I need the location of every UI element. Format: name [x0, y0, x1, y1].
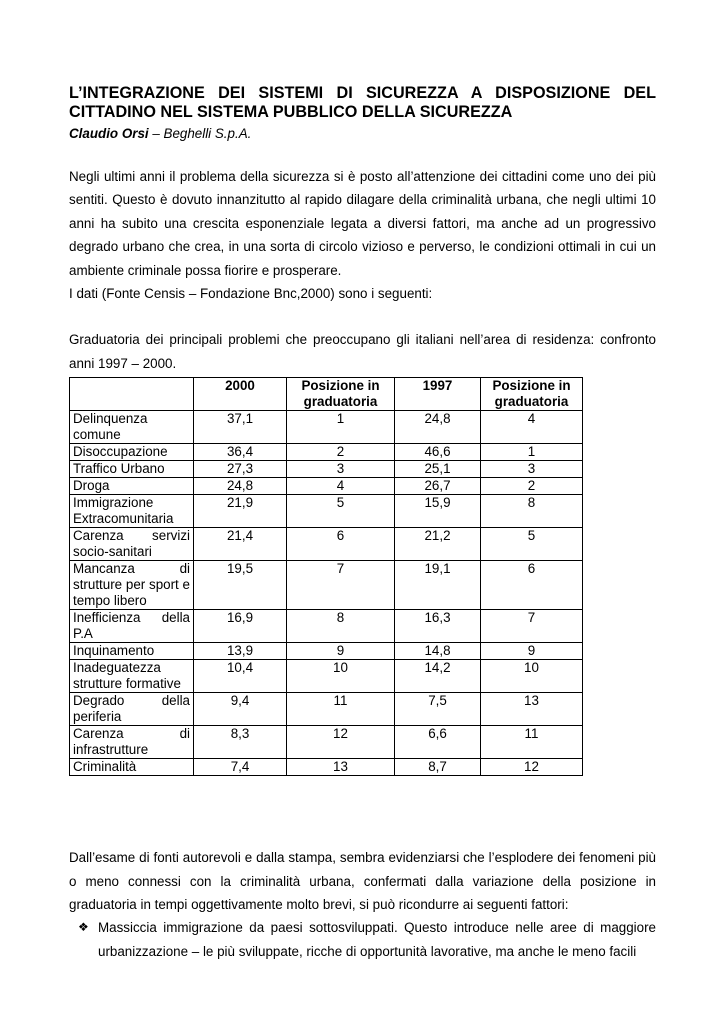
row-label: Delinquenza comune [70, 411, 194, 444]
table-row [70, 528, 583, 561]
row-label: Mancanza di strutture per sport e tempo libero [70, 561, 194, 610]
table-row [70, 693, 583, 726]
table-cell: 8 [481, 495, 583, 528]
table-cell: 16,9 [194, 610, 287, 643]
conclusion-paragraph: Dall’esame di fonti autorevoli e dalla stampa, sembra evidenziarsi che l’esplodere dei fenomeni più o meno connessi con la criminalità urbana, confermati dalla variazione della posizione in graduatoria in tempi oggettivamente molto brevi, si può ricondurre ai seguenti fattori: [69, 850, 656, 913]
table-cell: 14,8 [395, 643, 481, 660]
table-cell: 10 [481, 660, 583, 693]
table-cell: 1 [287, 411, 395, 444]
table-cell: 25,1 [395, 461, 481, 478]
table-cell: 7,5 [395, 693, 481, 726]
header-cell: Posizione in graduatoria [287, 378, 395, 411]
data-source-line: I dati (Fonte Censis – Fondazione Bnc,2000) sono i seguenti: [69, 286, 433, 302]
table-cell: 37,1 [194, 411, 287, 444]
table-cell: 13 [481, 693, 583, 726]
table-row [70, 610, 583, 643]
table-cell: 26,7 [395, 478, 481, 495]
bullet-item [69, 916, 656, 963]
table-cell: 6,6 [395, 726, 481, 759]
table-cell: 46,6 [395, 444, 481, 461]
table-cell: 19,5 [194, 561, 287, 610]
table-cell: 12 [287, 726, 395, 759]
author-line [69, 124, 656, 144]
table-cell: 11 [481, 726, 583, 759]
table-row [70, 461, 583, 478]
table-cell: 7,4 [194, 759, 287, 776]
row-label: Inadeguatezza strutture formative [70, 660, 194, 693]
table-cell: 4 [287, 478, 395, 495]
table-row [70, 660, 583, 693]
row-label: Droga [70, 478, 194, 495]
header-cell: 2000 [194, 378, 287, 411]
table-cell: 21,4 [194, 528, 287, 561]
diamond-bullet-icon: ❖ [78, 920, 89, 935]
table-cell: 4 [481, 411, 583, 444]
table-cell: 27,3 [194, 461, 287, 478]
row-label: Carenza di infrastrutture [70, 726, 194, 759]
row-label: Inquinamento [70, 643, 194, 660]
table-cell: 9,4 [194, 693, 287, 726]
table-cell: 8,3 [194, 726, 287, 759]
table-cell: 10 [287, 660, 395, 693]
table-cell: 10,4 [194, 660, 287, 693]
table-header-row [70, 378, 583, 411]
author-name: Claudio Orsi [69, 126, 149, 141]
row-label: Traffico Urbano [70, 461, 194, 478]
table-cell: 36,4 [194, 444, 287, 461]
table-cell: 19,1 [395, 561, 481, 610]
table-cell: 2 [287, 444, 395, 461]
table-row [70, 495, 583, 528]
table-cell: 14,2 [395, 660, 481, 693]
table-cell: 3 [287, 461, 395, 478]
table-cell: 3 [481, 461, 583, 478]
row-label: Disoccupazione [70, 444, 194, 461]
table-cell: 12 [481, 759, 583, 776]
table-cell: 9 [481, 643, 583, 660]
table-row [70, 561, 583, 610]
table-cell: 24,8 [194, 478, 287, 495]
table-cell: 9 [287, 643, 395, 660]
title-line-2: CITTADINO NEL SISTEMA PUBBLICO DELLA SICUREZZA [69, 103, 513, 121]
table-cell: 24,8 [395, 411, 481, 444]
table-cell: 21,2 [395, 528, 481, 561]
table-row [70, 759, 583, 776]
table-cell: 6 [287, 528, 395, 561]
table-cell: 1 [481, 444, 583, 461]
table-cell: 8 [287, 610, 395, 643]
title-line-1: L’INTEGRAZIONE DEI SISTEMI DI SICUREZZA A DISPOSIZIONE DEL [69, 84, 656, 102]
table-cell: 15,9 [395, 495, 481, 528]
table-row [70, 726, 583, 759]
table-row [70, 411, 583, 444]
table-cell: 7 [481, 610, 583, 643]
table-cell: 16,3 [395, 610, 481, 643]
table-caption: Graduatoria dei principali problemi che preoccupano gli italiani nell’area di residenza: confronto anni 1997 – 2000. [69, 332, 656, 371]
row-label: Degrado della periferia [70, 693, 194, 726]
intro-paragraph: Negli ultimi anni il problema della sicurezza si è posto all’attenzione dei cittadini come uno dei più sentiti. Questo è dovuto innanzitutto al rapido dilagare della criminalità urbana, che negli ultimi 10 anni ha subito una crescita esponenziale legata a diversi fattori, ma anche ad un progressivo degrado urbano che crea, in una sorta di circolo vizioso e perverso, le condizioni ottimali in cui un ambiente criminale possa fiorire e prosperare. [69, 169, 656, 278]
header-cell: Posizione in graduatoria [481, 378, 583, 411]
table-cell: 11 [287, 693, 395, 726]
table-row [70, 444, 583, 461]
ranking-table [69, 377, 583, 776]
author-company: – Beghelli S.p.A. [148, 126, 252, 141]
row-label: Immigrazione Extracomunitaria [70, 495, 194, 528]
row-label: Criminalità [70, 759, 194, 776]
table-cell: 7 [287, 561, 395, 610]
table-cell: 8,7 [395, 759, 481, 776]
table-cell: 13,9 [194, 643, 287, 660]
header-cell: 1997 [395, 378, 481, 411]
table-row [70, 643, 583, 660]
table-body [70, 411, 583, 776]
table-cell: 5 [287, 495, 395, 528]
table-cell: 13 [287, 759, 395, 776]
row-label: Inefficienza della P.A [70, 610, 194, 643]
table-cell: 6 [481, 561, 583, 610]
table-cell: 5 [481, 528, 583, 561]
header-cell [70, 378, 194, 411]
table-row [70, 478, 583, 495]
table-cell: 2 [481, 478, 583, 495]
table-cell: 21,9 [194, 495, 287, 528]
bullet-text: Massiccia immigrazione da paesi sottosviluppati. Questo introduce nelle aree di maggiore urbanizzazione – le più sviluppate, ricche di opportunità lavorative, ma anche le meno facili [98, 920, 656, 959]
document-page [69, 84, 656, 963]
row-label: Carenza servizi socio-sanitari [70, 528, 194, 561]
